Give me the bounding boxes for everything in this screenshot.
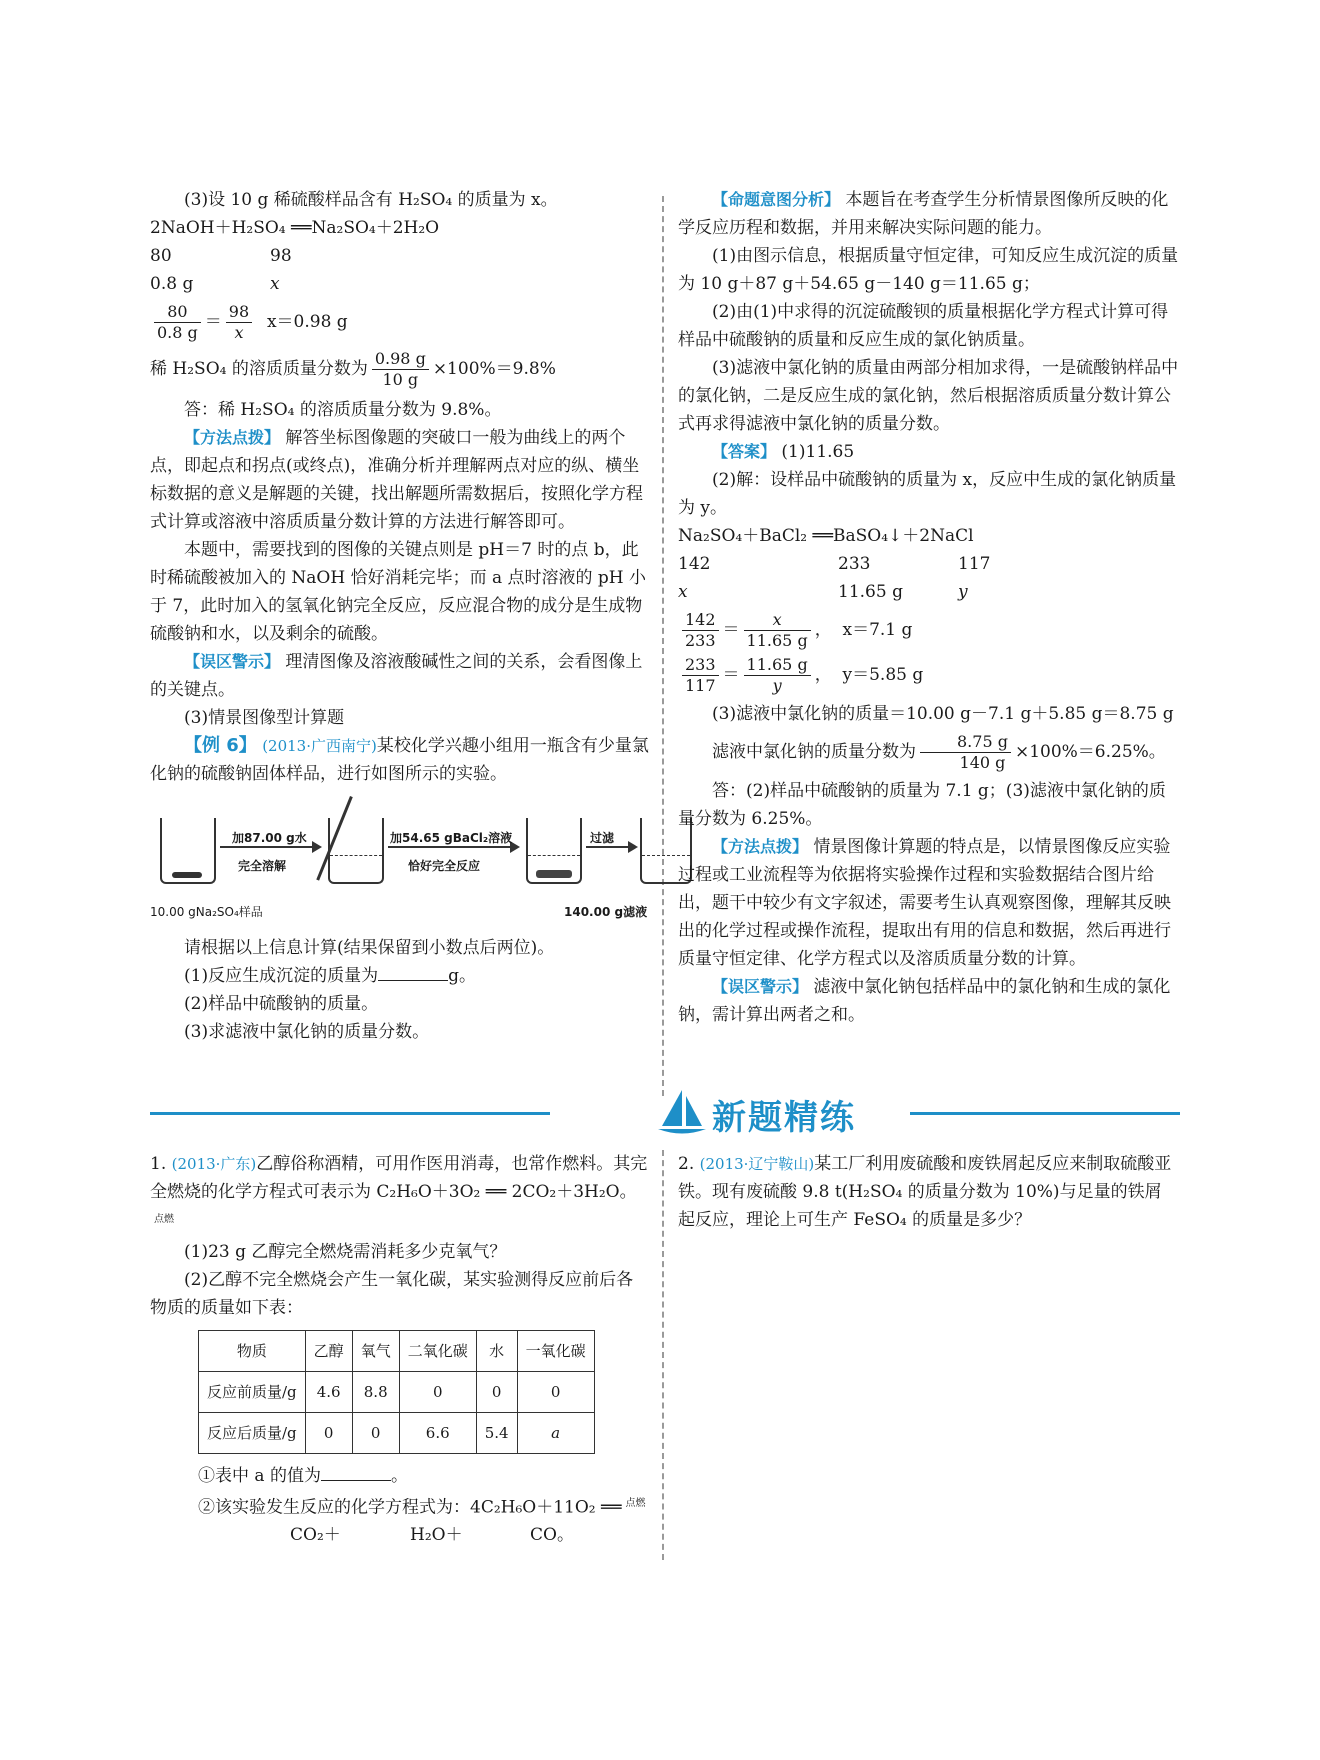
proportion-y: $\frac{233}{117}$ ＝ $\frac{11.65 g}{y}$ ， y＝5.85 g — [678, 655, 1180, 696]
ratio-row-2: x 11.65 g y — [678, 582, 968, 602]
experiment-figure — [150, 798, 650, 928]
practice-q2 — [678, 1150, 1178, 1234]
arrow-3-top: 过滤 — [590, 831, 615, 845]
table-row: 反应前质量/g 4.6 8.8 0 0 0 — [199, 1371, 595, 1412]
ratio-val: 98 — [270, 246, 292, 266]
answer-2: 答：(2)样品中硫酸钠的质量为 7.1 g；(3)滤液中氯化钠的质量分数为 6.25%。 — [678, 781, 1166, 829]
column-divider — [662, 196, 664, 1096]
section-3-title: (3)情景图像型计算题 — [184, 708, 345, 728]
banner-line-left — [150, 1112, 550, 1115]
equation-1: 2NaOH＋H₂SO₄ ══Na₂SO₄＋2H₂O — [150, 218, 440, 238]
q1-part1: (1)23 g 乙醇完全燃烧需消耗多少克氧气？ — [184, 1241, 507, 1262]
ratio-row-2 — [150, 270, 650, 298]
fraction: $\frac{142}{233}$ — [682, 610, 719, 651]
right-column — [678, 186, 1180, 1029]
question-3: (3)求滤液中氯化钠的质量分数。 — [184, 1022, 430, 1042]
sailboat-icon — [656, 1088, 708, 1138]
calc-nacl: (3)滤液中氯化钠的质量＝10.00 g－7.1 g＋5.85 g＝8.75 g — [712, 704, 1174, 724]
answer-label: 【答案】 (1)11.65 — [712, 442, 855, 462]
arrow-1-bottom: 完全溶解 — [238, 859, 287, 873]
intent-analysis: 【命题意图分析】 本题旨在考查学生分析情景图像所反映的化学反应历程和数据，并用来解决实际问题的能力。 — [678, 190, 1169, 238]
arrow-1-top: 加87.00 g水 — [232, 831, 307, 845]
data-table — [198, 1330, 595, 1454]
concentration-line: 滤液中氯化钠的质量分数为 $\frac{8.75 g}{140 g}$ ×100%＝6.25%。 — [712, 732, 1166, 772]
question-intro: 请根据以上信息计算(结果保留到小数点后两位)。 — [184, 938, 555, 958]
warning-tip: 【误区警示】 理清图像及溶液酸碱性之间的关系，会看图像上的关键点。 — [150, 652, 643, 700]
analysis-3: (3)滤液中氯化钠的质量由两部分相加求得，一是硫酸钠样品中的氯化钠，二是反应生成的氯化钠，然后根据溶质质量分数计算公式再求得滤液中氯化钠的质量分数。 — [678, 358, 1179, 434]
ratio-val: 80 — [150, 246, 172, 266]
q1-sub2: ②该实验发生反应的化学方程式为：4C₂H₆O＋11O₂ ══ $^{点燃}$ — [198, 1497, 646, 1518]
fraction: $\frac{233}{117}$ — [682, 655, 719, 696]
fraction: $\frac{80}{0.8 g}$ — [154, 302, 201, 343]
practice-q1 — [150, 1150, 650, 1549]
question-2: (2)样品中硫酸钠的质量。 — [184, 994, 379, 1014]
solution-setup: (2)解：设样品中硫酸钠的质量为 x，反应中生成的氯化钠质量为 y。 — [678, 470, 1177, 518]
q1-part2: (2)乙醇不完全燃烧会产生一氧化碳，某实验测得反应前后各物质的质量如下表： — [150, 1269, 634, 1318]
analysis-1: (1)由图示信息，根据质量守恒定律，可知反应生成沉淀的质量为 10 g＋87 g＋54.65 g－140 g＝11.65 g； — [678, 246, 1179, 294]
answer-blank[interactable] — [321, 1480, 391, 1481]
step3-text: (3)设 10 g 稀硫酸样品含有 H₂SO₄ 的质量为 x。 — [184, 190, 558, 210]
proportion-1: $\frac{80}{0.8 g}$ ＝ $\frac{98}{x}$ x＝0.98 g — [150, 302, 650, 343]
analysis-2: (2)由(1)中求得的沉淀硫酸钡的质量根据化学方程式计算可得样品中硫酸钠的质量和反应生成的氯化钠质量。 — [678, 302, 1169, 350]
fraction: $\frac{x}{11.65 g}$ — [744, 610, 811, 651]
sample-label: 10.00 gNa₂SO₄样品 — [150, 905, 263, 919]
beaker-3 — [526, 818, 582, 884]
warning-tip: 【误区警示】 滤液中氯化钠包括样品中的氯化钠和生成的氯化钠，需计算出两者之和。 — [678, 977, 1171, 1025]
q1-sub1: ①表中 a 的值为 。 — [198, 1465, 408, 1486]
answer-blank[interactable] — [378, 980, 448, 981]
banner-line-right — [910, 1112, 1180, 1115]
example-6: 【例 6】 (2013·广西南宁)某校化学兴趣小组用一瓶含有少量氯化钠的硫酸钠固体样品，进行如图所示的实验。 — [150, 735, 649, 784]
q1-stem: 1. (2013·广东)乙醇俗称酒精，可用作医用消毒，也常作燃料。其完全燃烧的化学方程式可表示为 C₂H₆O＋3O₂ ══ 2CO₂＋3H₂O。$^{点燃}$ — [150, 1154, 648, 1225]
method-tip: 【方法点拨】 解答坐标图像题的突破口一般为曲线上的两个点，即起点和拐点(或终点)，准确分析并理解两点对应的纵、横坐标数据的意义是解题的关键，找出解题所需数据后，按照化学方程式计算或溶液中溶质质量分数计算的方法进行解答即可。 — [150, 428, 643, 532]
ratio-row-1 — [150, 242, 650, 270]
fraction: $\frac{11.65 g}{y}$ — [744, 655, 811, 696]
q1-equation-products: CO₂＋ H₂O＋ CO。 — [290, 1525, 574, 1546]
answer-1: 答：稀 H₂SO₄ 的溶质质量分数为 9.8%。 — [184, 400, 502, 420]
ratio-row-1: 142 233 117 — [678, 554, 991, 574]
arrow-2-bottom: 恰好完全反应 — [408, 859, 481, 873]
concentration-line: 稀 H₂SO₄ 的溶质质量分数为 $\frac{0.98 g}{10 g}$ ×100%＝9.8% — [150, 349, 556, 389]
fraction: $\frac{98}{x}$ — [226, 302, 252, 343]
condition: 点燃 — [154, 1214, 174, 1225]
result: x＝0.98 g — [266, 312, 348, 332]
ratio-val: 0.8 g — [150, 274, 194, 294]
equation-2: Na₂SO₄＋BaCl₂ ══BaSO₄↓＋2NaCl — [678, 526, 974, 546]
banner-title: 新题精练 — [712, 1098, 856, 1138]
ratio-val: x — [270, 274, 280, 294]
this-problem: 本题中，需要找到的图像的关键点则是 pH＝7 时的点 b，此时稀硫酸被加入的 NaOH 恰好消耗完毕；而 a 点时溶液的 pH 小于 7，此时加入的氢氧化钠完全反应，反应混合物的成分是生成物硫酸钠和水，以及剩余的硫酸。 — [150, 540, 647, 644]
q2-stem: 2. (2013·辽宁鞍山)某工厂利用废硫酸和废铁屑起反应来制取硫酸亚铁。现有废硫酸 9.8 t(H₂SO₄ 的质量分数为 10%)与足量的铁屑起反应，理论上可生产 FeSO₄ 的质量是多少？ — [678, 1154, 1172, 1230]
left-column — [150, 186, 650, 1046]
table-header: 物质 乙醇 氧气 二氧化碳 水 一氧化碳 — [199, 1330, 595, 1371]
beaker-1 — [160, 818, 216, 884]
proportion-x: $\frac{142}{233}$ ＝ $\frac{x}{11.65 g}$ ， x＝7.1 g — [678, 610, 1180, 651]
question-1: (1)反应生成沉淀的质量为 g。 — [184, 966, 476, 986]
table-row: 反应后质量/g 0 0 6.6 5.4 a — [199, 1412, 595, 1453]
arrow-2-top: 加54.65 gBaCl₂溶液 — [390, 831, 513, 845]
fraction: $\frac{8.75 g}{140 g}$ — [920, 732, 1011, 773]
method-tip: 【方法点拨】 情景图像计算题的特点是，以情景图像反应实验过程或工业流程等为依据将实验操作过程和实验数据结合图片给出，题干中较少有文字叙述，需要考生认真观察图像，理解其反映出的化学过程或操作流程，提取出有用的信息和数据，然后再进行质量守恒定律、化学方程式以及溶质质量分数的计算。 — [678, 837, 1171, 969]
fraction: $\frac{0.98 g}{10 g}$ — [372, 349, 429, 390]
filtrate-label: 140.00 g滤液 — [564, 905, 648, 919]
column-divider-lower — [662, 1150, 664, 1560]
section-banner — [150, 1088, 1180, 1138]
